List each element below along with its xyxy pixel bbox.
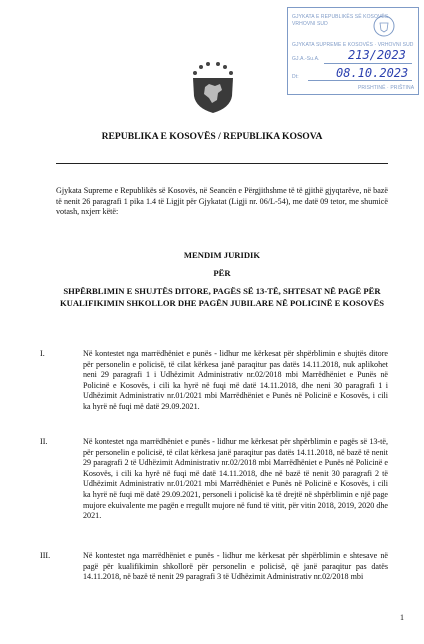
- registration-stamp: [287, 7, 419, 95]
- section-number-2: II.: [40, 437, 48, 446]
- stamp-seal-icon: [372, 14, 396, 38]
- stamp-city: PRISHTINË · PRIŠTINA: [358, 85, 415, 91]
- stamp-court-name: GJYKATA SUPREME E KOSOVËS · VRHOVNI SUD: [292, 42, 414, 48]
- opinion-title: MENDIM JURIDIK: [183, 250, 261, 260]
- stamp-court-line: GJYKATA E REPUBLIKËS SË KOSOVËS: [292, 14, 389, 20]
- stamp-number-label: GJ.A.-Su.A.: [292, 56, 320, 62]
- section-number-3: III.: [40, 551, 51, 560]
- opinion-subject-line1: SHPËRBLIMIN E SHUJTËS DITORE, PAGËS SË 13-TË, SHTESAT NË PAGË PËR: [63, 286, 381, 296]
- section-number-1: I.: [40, 349, 45, 358]
- stamp-number: 213/2023: [348, 48, 406, 62]
- section-text-1: Në kontestet nga marrëdhëniet e punës - lidhur me kërkesat për shpërblimin e shujtës ditore për personelin e policisë, të cilat kërkesa janë paraqitur pas datës 14.11.2018, nuk aplikohet neni 29 paragrafi 1 i Udhëzimit Administrativ nr.02/2018 mbi Marrëdhëniet e Punës në Policinë e Kosovës, i cili ka hyrë në fuqi më datë 14.11.2018, dhe neni 30 paragrafi 1 i Udhëzimit Administrativ nr.01/2021 mbi Marrëdhëniet e Punës në Policinë e Kosovës, i cili ka hyrë në fuqi më datë 29.09.2021.: [83, 349, 388, 411]
- page-number: 1: [400, 613, 404, 622]
- intro-paragraph: Gjykata Supreme e Republikës së Kosovës, në Seancën e Përgjithshme të të gjithë gjyqtarëve, në bazë të nenit 26 paragrafi 1 pika 1.4 të Ligjit për Gjykatat (Ligji nr. 06/L-54), me datë 09 tetor, me shumicë votash, nxjerr këtë:: [56, 186, 388, 217]
- section-text-3: Në kontestet nga marrëdhëniet e punës - lidhur me kërkesat për shpërblimin e shtesave në pagë për kualifikimin shkollorë për personelin e policisë, që janë paraqitur pas datës 14.11.2018, në bazë të nenit 29 paragrafi 3 të Udhëzimit Administrativ nr.02/2018 mbi: [83, 551, 388, 582]
- stamp-date: 08.10.2023: [336, 66, 409, 80]
- page-header-title: REPUBLIKA E KOSOVËS / REPUBLIKA KOSOVA: [101, 131, 323, 142]
- opinion-subject-line2: KUALIFIKIMIN SHKOLLOR DHE PAGËN JUBILARE NË POLICINË E KOSOVËS: [59, 298, 385, 308]
- stamp-date-label: Dt:: [292, 74, 299, 80]
- opinion-per: PËR: [213, 268, 231, 278]
- stamp-court-line-sr: VRHOVNI SUD: [292, 21, 328, 27]
- section-text-2: Në kontestet nga marrëdhëniet e punës - lidhur me kërkesat për shpërblimin e pagës së 13-të, për personelin e policisë, të cilat kërkesa janë paraqitur pas datës 14.11.2018, në bazë të nenit 29 paragrafi 2 të Udhëzimit Administrativ nr.02/2018 mbi Marrëdhëniet e Punës në Policinë e Kosovës, i cili ka hyrë në fuqi më datë 14.11.2018, dhe në bazë të nenit 30 paragrafi 2 të Udhëzimit Administrativ nr.01/2021 mbi Marrëdhëniet e Punës në Policinë e Kosovës, i cili ka hyrë në fuqi më datë 29.09.2021, personeli i policisë ka të drejtë në shpërblimin e një page mujore ekuivalente me pagën e rregullt mujore në fund të vitit, për vitin 2018, 2019, 2020 dhe 2021.: [83, 437, 389, 521]
- coat-of-arms-icon: [190, 60, 236, 114]
- header-divider: [56, 163, 388, 164]
